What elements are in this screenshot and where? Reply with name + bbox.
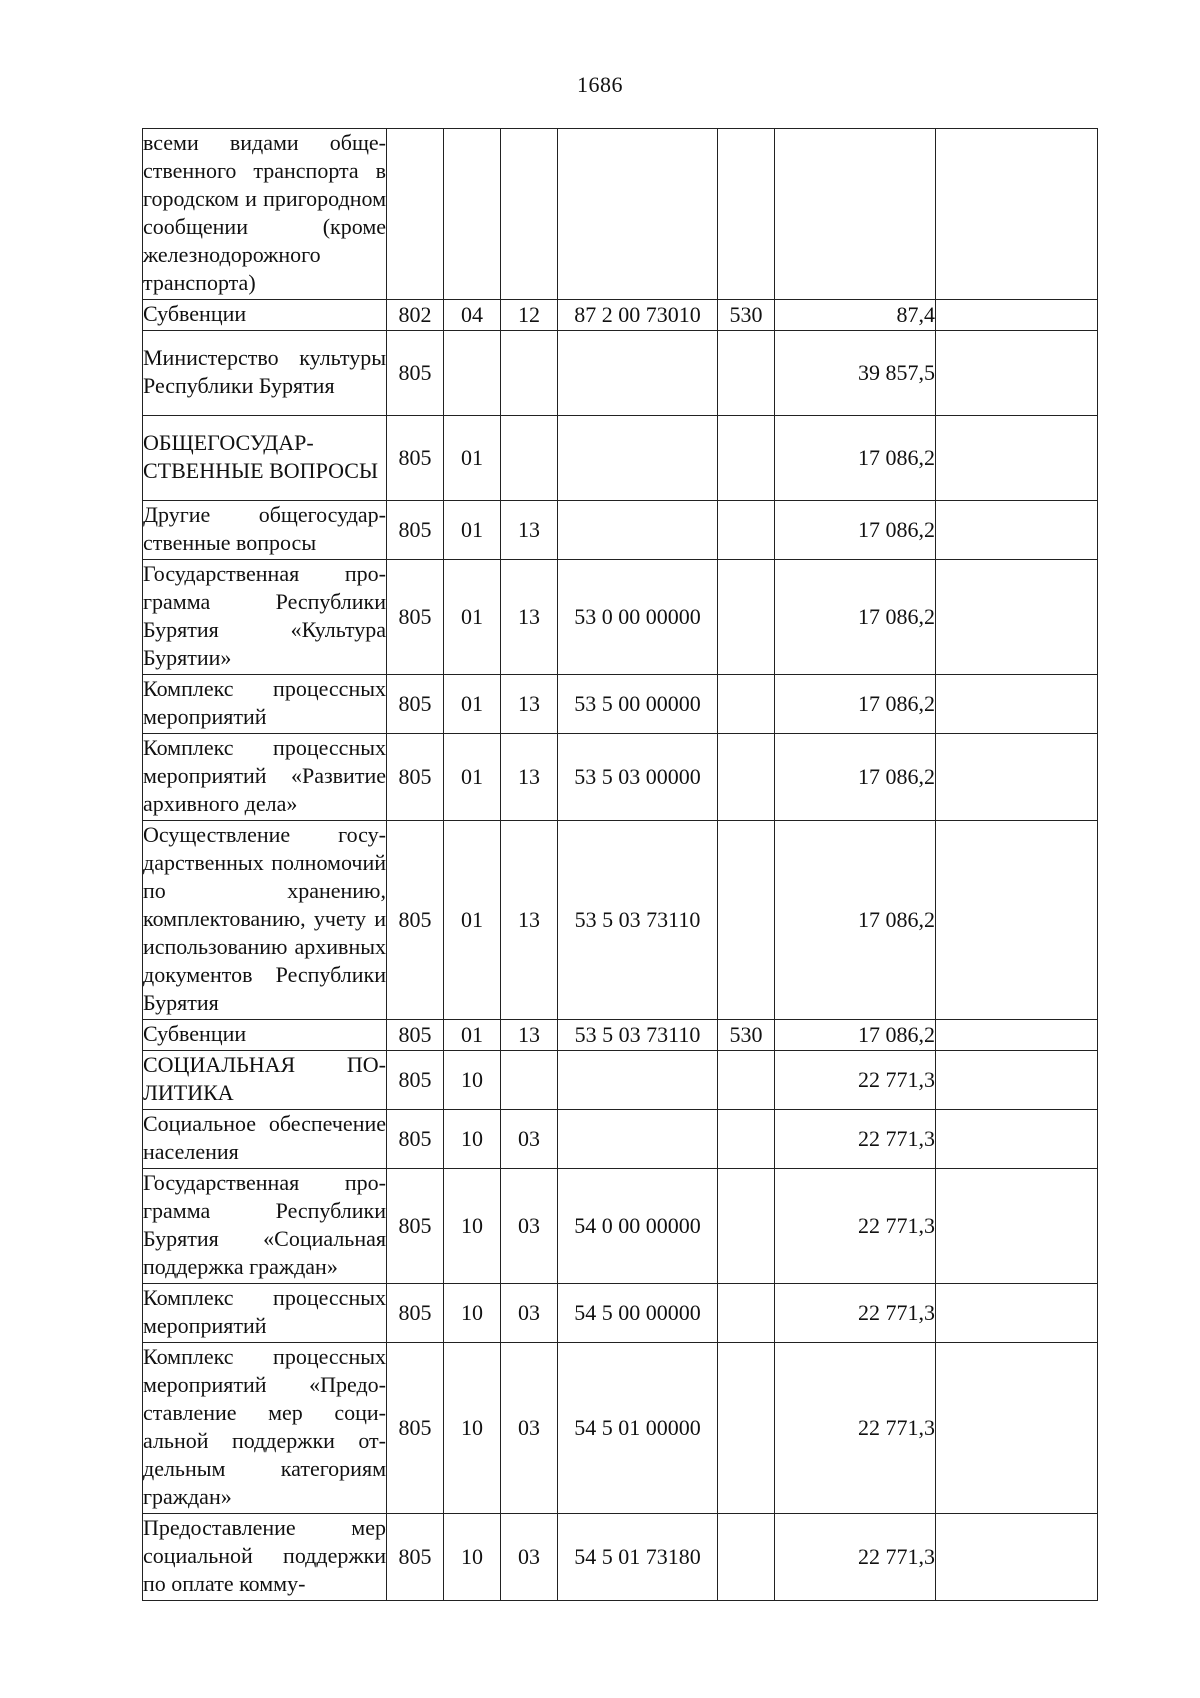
row-description: Социальное обеспечение населения (143, 1110, 387, 1169)
amount: 22 771,3 (775, 1051, 936, 1110)
extra-column-cell (936, 734, 1098, 821)
amount: 22 771,3 (775, 1514, 936, 1601)
ministry-code: 805 (387, 1514, 444, 1601)
row-description: Государственная программа Республики Бурятия «Социальная поддержка граждан» (143, 1169, 387, 1284)
ministry-code: 805 (387, 1343, 444, 1514)
subsection-code (501, 331, 558, 416)
amount: 39 857,5 (775, 331, 936, 416)
ministry-code: 805 (387, 1051, 444, 1110)
target-article-code (558, 1051, 718, 1110)
target-article-code: 53 5 00 00000 (558, 675, 718, 734)
extra-column-cell (936, 1169, 1098, 1284)
subsection-code (501, 129, 558, 300)
amount (775, 129, 936, 300)
section-code (444, 331, 501, 416)
ministry-code: 805 (387, 1110, 444, 1169)
extra-column-cell (936, 501, 1098, 560)
target-article-code: 53 5 03 00000 (558, 734, 718, 821)
extra-column-cell (936, 1343, 1098, 1514)
expense-type-code: 530 (718, 1020, 775, 1051)
expense-type-code (718, 416, 775, 501)
subsection-code: 13 (501, 675, 558, 734)
target-article-code: 54 5 01 00000 (558, 1343, 718, 1514)
section-code: 10 (444, 1343, 501, 1514)
subsection-code: 13 (501, 560, 558, 675)
expense-type-code (718, 129, 775, 300)
table-row (143, 129, 1098, 300)
ministry-code: 802 (387, 300, 444, 331)
subsection-code: 13 (501, 734, 558, 821)
subsection-code (501, 1051, 558, 1110)
ministry-code: 805 (387, 734, 444, 821)
subsection-code: 03 (501, 1169, 558, 1284)
ministry-code (387, 129, 444, 300)
row-description: Комплекс процессных мероприятий (143, 1284, 387, 1343)
row-description: Комплекс процессных мероприятий (143, 675, 387, 734)
section-code: 01 (444, 675, 501, 734)
extra-column-cell (936, 560, 1098, 675)
table-row (143, 1169, 1098, 1284)
ministry-code: 805 (387, 675, 444, 734)
target-article-code (558, 331, 718, 416)
subsection-code (501, 416, 558, 501)
table-row (143, 1343, 1098, 1514)
subsection-code: 03 (501, 1343, 558, 1514)
table-row (143, 1110, 1098, 1169)
extra-column-cell (936, 1110, 1098, 1169)
amount: 17 086,2 (775, 1020, 936, 1051)
amount: 22 771,3 (775, 1110, 936, 1169)
row-description: Осуществление государственных полномочий по хранению, комплектованию, учету и использованию архивных документов Республики Бурятия (143, 821, 387, 1020)
ministry-code: 805 (387, 560, 444, 675)
section-code: 10 (444, 1514, 501, 1601)
row-description: Субвенции (143, 1020, 387, 1051)
section-code: 10 (444, 1284, 501, 1343)
expense-type-code (718, 331, 775, 416)
target-article-code (558, 129, 718, 300)
ministry-code: 805 (387, 821, 444, 1020)
amount: 17 086,2 (775, 560, 936, 675)
row-description: Государственная программа Республики Бурятия «Культура Бурятии» (143, 560, 387, 675)
expense-type-code (718, 1284, 775, 1343)
table-row (143, 331, 1098, 416)
subsection-code: 03 (501, 1514, 558, 1601)
amount: 17 086,2 (775, 675, 936, 734)
expense-type-code (718, 560, 775, 675)
ministry-code: 805 (387, 331, 444, 416)
target-article-code (558, 416, 718, 501)
row-description: Предоставление мер социальной поддержки по оплате комму- (143, 1514, 387, 1601)
table-row (143, 300, 1098, 331)
target-article-code: 54 5 00 00000 (558, 1284, 718, 1343)
expense-type-code (718, 734, 775, 821)
section-code (444, 129, 501, 300)
row-description: Комплекс процессных мероприятий «Развитие архивного дела» (143, 734, 387, 821)
amount: 87,4 (775, 300, 936, 331)
extra-column-cell (936, 300, 1098, 331)
subsection-code: 13 (501, 821, 558, 1020)
target-article-code: 53 0 00 00000 (558, 560, 718, 675)
table-row (143, 675, 1098, 734)
expense-type-code (718, 1343, 775, 1514)
section-code: 10 (444, 1110, 501, 1169)
ministry-code: 805 (387, 416, 444, 501)
expense-type-code: 530 (718, 300, 775, 331)
section-code: 01 (444, 734, 501, 821)
subsection-code: 12 (501, 300, 558, 331)
section-code: 01 (444, 560, 501, 675)
expense-type-code (718, 1110, 775, 1169)
ministry-code: 805 (387, 1169, 444, 1284)
ministry-code: 805 (387, 1020, 444, 1051)
row-description: СОЦИАЛЬНАЯ ПОЛИТИКА (143, 1051, 387, 1110)
extra-column-cell (936, 129, 1098, 300)
expense-type-code (718, 1514, 775, 1601)
table-row (143, 501, 1098, 560)
row-description: Субвенции (143, 300, 387, 331)
table-row (143, 416, 1098, 501)
expense-type-code (718, 1051, 775, 1110)
table-row (143, 734, 1098, 821)
amount: 22 771,3 (775, 1284, 936, 1343)
amount: 22 771,3 (775, 1343, 936, 1514)
subsection-code: 03 (501, 1110, 558, 1169)
budget-table (142, 128, 1098, 1601)
amount: 17 086,2 (775, 821, 936, 1020)
extra-column-cell (936, 1051, 1098, 1110)
target-article-code: 87 2 00 73010 (558, 300, 718, 331)
expense-type-code (718, 675, 775, 734)
extra-column-cell (936, 1514, 1098, 1601)
expense-type-code (718, 1169, 775, 1284)
amount: 17 086,2 (775, 501, 936, 560)
target-article-code: 53 5 03 73110 (558, 821, 718, 1020)
subsection-code: 03 (501, 1284, 558, 1343)
row-description: Комплекс процессных мероприятий «Предоставление мер социальной поддержки отдельным категориям граждан» (143, 1343, 387, 1514)
amount: 17 086,2 (775, 416, 936, 501)
section-code: 10 (444, 1051, 501, 1110)
row-description: ОБЩЕГОСУДАРСТВЕННЫЕ ВОПРОСЫ (143, 416, 387, 501)
section-code: 01 (444, 821, 501, 1020)
section-code: 01 (444, 1020, 501, 1051)
ministry-code: 805 (387, 501, 444, 560)
row-description: Министерство культуры Республики Бурятия (143, 331, 387, 416)
row-description: всеми видами общественного транспорта в городском и пригородном сообщении (кроме железнодорожного транспорта) (143, 129, 387, 300)
section-code: 01 (444, 501, 501, 560)
table-row (143, 1051, 1098, 1110)
subsection-code: 13 (501, 501, 558, 560)
ministry-code: 805 (387, 1284, 444, 1343)
target-article-code: 54 0 00 00000 (558, 1169, 718, 1284)
row-description: Другие общегосударственные вопросы (143, 501, 387, 560)
table-row (143, 560, 1098, 675)
extra-column-cell (936, 821, 1098, 1020)
expense-type-code (718, 821, 775, 1020)
subsection-code: 13 (501, 1020, 558, 1051)
table-row (143, 1284, 1098, 1343)
section-code: 04 (444, 300, 501, 331)
target-article-code: 53 5 03 73110 (558, 1020, 718, 1051)
target-article-code (558, 501, 718, 560)
extra-column-cell (936, 1284, 1098, 1343)
expense-type-code (718, 501, 775, 560)
section-code: 10 (444, 1169, 501, 1284)
table-row (143, 1514, 1098, 1601)
extra-column-cell (936, 675, 1098, 734)
table-row (143, 821, 1098, 1020)
extra-column-cell (936, 331, 1098, 416)
amount: 17 086,2 (775, 734, 936, 821)
extra-column-cell (936, 416, 1098, 501)
section-code: 01 (444, 416, 501, 501)
table-row (143, 1020, 1098, 1051)
amount: 22 771,3 (775, 1169, 936, 1284)
target-article-code (558, 1110, 718, 1169)
extra-column-cell (936, 1020, 1098, 1051)
page-number: 1686 (577, 72, 623, 97)
target-article-code: 54 5 01 73180 (558, 1514, 718, 1601)
